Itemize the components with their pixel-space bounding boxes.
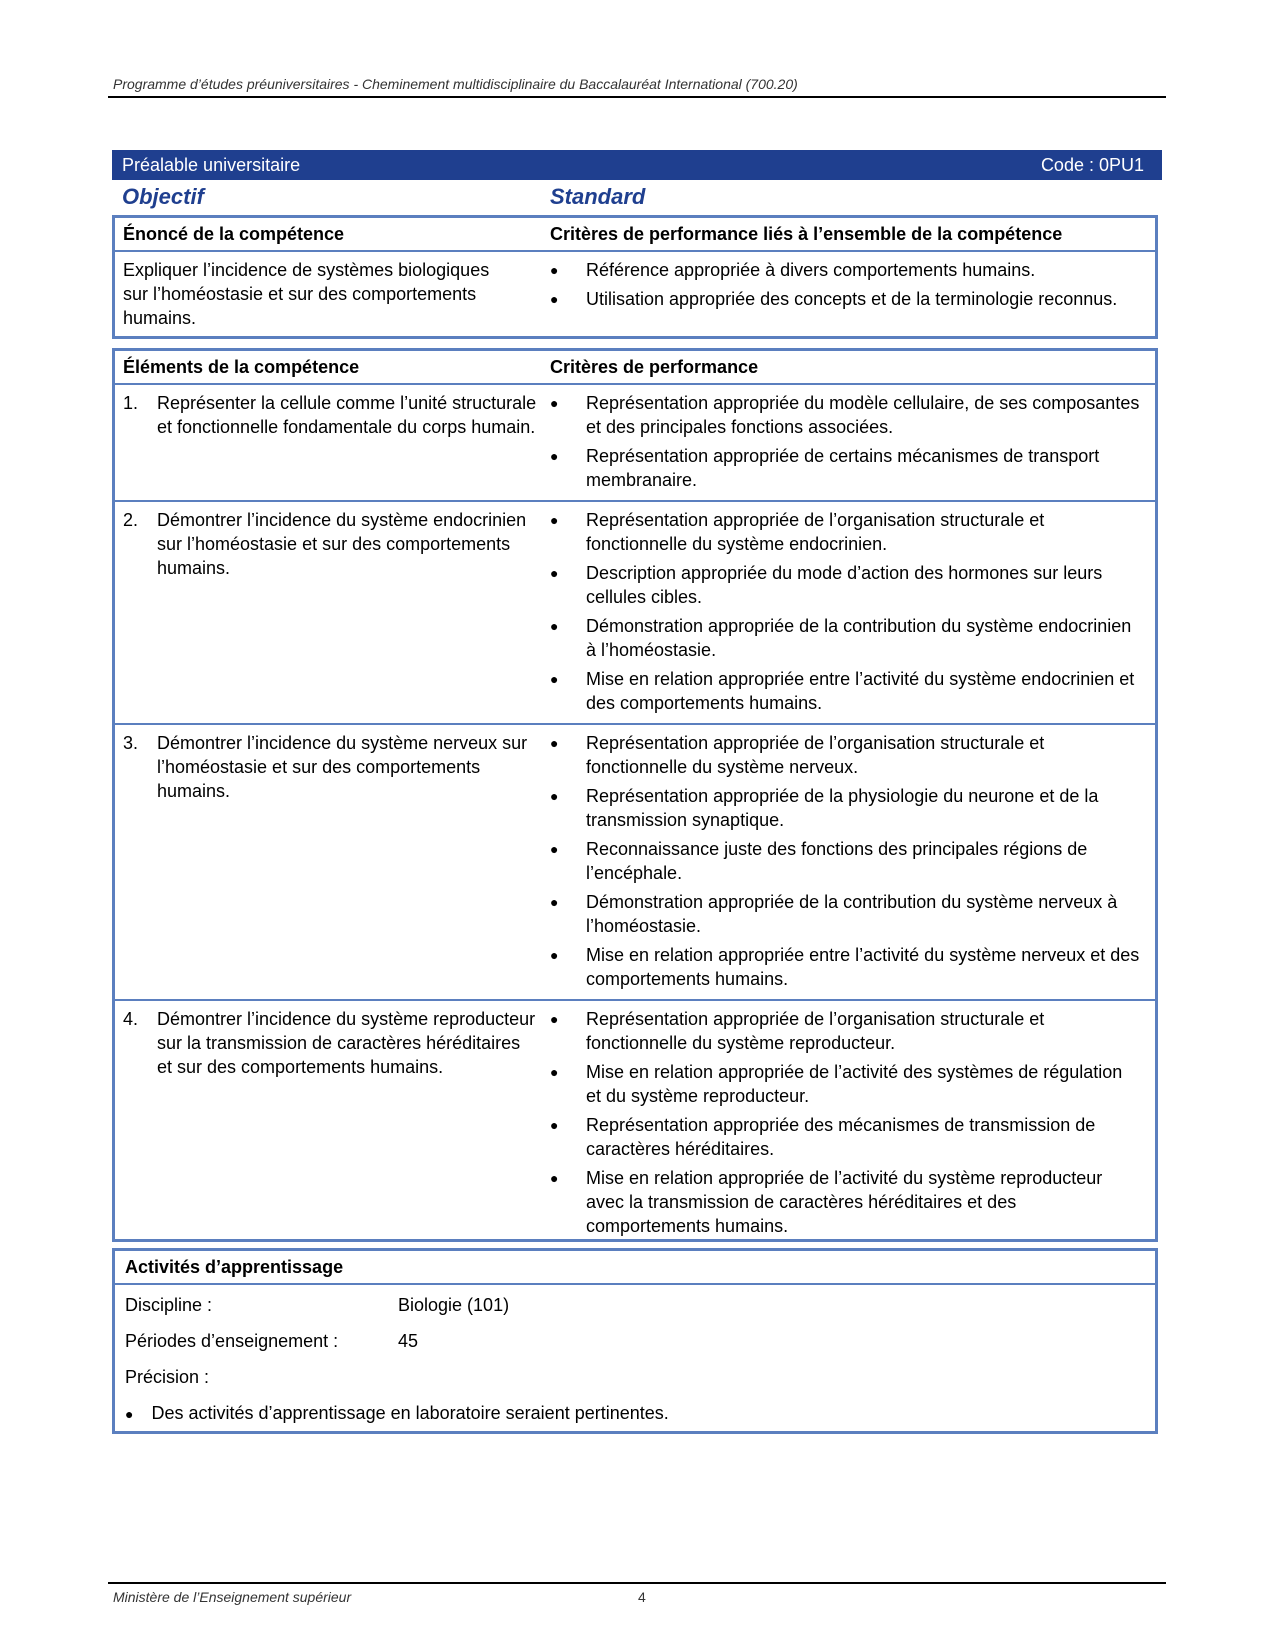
objective-label: Objectif: [122, 184, 204, 209]
criterion-item: ● Mise en relation appropriée entre l’activité du système nerveux et des comportements humains.: [550, 945, 1140, 989]
competence-left-heading: Énoncé de la compétence: [123, 224, 345, 244]
bullet-icon: ●: [550, 788, 559, 804]
criterion-item: ● Démonstration appropriée de la contribution du système nerveux à l’homéostasie.: [550, 892, 1118, 936]
element-row-3: [115, 725, 1155, 1001]
bullet-icon: ●: [550, 671, 559, 687]
criterion-item: ● Description appropriée du mode d’action des hormones sur leurs cellules cibles.: [550, 563, 1103, 607]
criterion-item: ● Représentation appropriée de certains mécanismes de transport membranaire.: [550, 446, 1100, 490]
bullet-icon: ●: [550, 841, 559, 857]
discipline-value: Biologie (101): [398, 1295, 510, 1315]
criterion-item: ● Référence appropriée à divers comportements humains.: [550, 260, 1036, 280]
elements-right-heading: Critères de performance: [550, 357, 759, 377]
elements-box: [112, 348, 1158, 1242]
bullet-icon: ●: [550, 512, 559, 528]
element-row-4: [115, 1001, 1155, 1246]
precision-label: Précision :: [125, 1367, 210, 1387]
element-text: Démontrer l’incidence du système nerveux sur l’homéostasie et sur des comportements humains.: [157, 733, 528, 801]
criterion-item: ● Représentation appropriée de l’organisation structurale et fonctionnelle du système reproducteur.: [550, 1009, 1045, 1053]
bullet-icon: ●: [550, 291, 559, 307]
element-criteria: [550, 731, 1140, 996]
elements-header: [115, 351, 1155, 385]
bullet-icon: ●: [550, 262, 559, 278]
element-text: Démontrer l’incidence du système endocrinien sur l’homéostasie et sur des comportements humains.: [157, 510, 527, 578]
title-bar: [112, 150, 1162, 180]
criterion-item: ● Mise en relation appropriée entre l’activité du système endocrinien et des comportements humains.: [550, 669, 1135, 713]
competence-right-heading: Critères de performance liés à l’ensemble de la compétence: [550, 224, 1063, 244]
element-row-2: [115, 502, 1155, 725]
bullet-icon: ●: [550, 894, 559, 910]
course-code: Code : 0PU1: [1040, 155, 1144, 175]
criterion-item: ● Représentation appropriée de la physiologie du neurone et de la transmission synaptique.: [550, 786, 1099, 830]
competence-row: [115, 252, 1155, 338]
periods-value: 45: [398, 1331, 419, 1351]
element-number: 2.: [123, 510, 139, 530]
bullet-icon: ●: [550, 395, 559, 411]
element-number: 1.: [123, 393, 139, 413]
element-number: 3.: [123, 733, 139, 753]
header-rule: [108, 96, 1166, 98]
competence-criteria: [550, 258, 1140, 316]
criterion-item: ● Mise en relation appropriée de l’activité du système reproducteur avec la transmission de caractères héréditaires et des comportements humains.: [550, 1168, 1103, 1236]
running-footer: [113, 1589, 646, 1605]
element-row-1: [115, 385, 1155, 502]
competence-box: [112, 215, 1158, 339]
competence-header: [115, 218, 1155, 252]
criterion-item: ● Représentation appropriée des mécanismes de transmission de caractères héréditaires.: [550, 1115, 1096, 1159]
precision-item: ● Des activités d’apprentissage en laboratoire seraient pertinentes.: [125, 1403, 669, 1423]
criterion-item: ● Représentation appropriée de l’organisation structurale et fonctionnelle du système nerveux.: [550, 733, 1045, 777]
bullet-icon: ●: [550, 1170, 559, 1186]
bullet-icon: ●: [550, 618, 559, 634]
element-text: Démontrer l’incidence du système reproducteur sur la transmission de caractères héréditaires et sur des comportements humains.: [157, 1009, 536, 1077]
bullet-icon: ●: [550, 448, 559, 464]
periods-label: Périodes d’enseignement :: [125, 1331, 339, 1351]
footer-rule: [108, 1582, 1166, 1584]
objective-standard-labels: [112, 184, 1162, 214]
page-number: 4: [638, 1589, 646, 1605]
criterion-item: ● Mise en relation appropriée de l’activité des systèmes de régulation et du système reproducteur.: [550, 1062, 1123, 1106]
bullet-icon: ●: [550, 565, 559, 581]
competence-statement: Expliquer l’incidence de systèmes biologiques sur l’homéostasie et sur des comportements humains.: [123, 260, 490, 328]
element-criteria: [550, 1007, 1140, 1243]
activities-header: [115, 1251, 1155, 1285]
activities-heading: Activités d’apprentissage: [125, 1257, 344, 1277]
element-criteria: [550, 508, 1140, 720]
element-number: 4.: [123, 1009, 139, 1029]
discipline-label: Discipline :: [125, 1295, 213, 1315]
criterion-item: ● Démonstration appropriée de la contribution du système endocrinien à l’homéostasie.: [550, 616, 1132, 660]
criterion-item: ● Représentation appropriée de l’organisation structurale et fonctionnelle du système endocrinien.: [550, 510, 1045, 554]
bullet-icon: ●: [550, 1117, 559, 1133]
running-header: Programme d’études préuniversitaires - Cheminement multidisciplinaire du Baccalauréat International (700.20): [113, 76, 798, 92]
bullet-icon: ●: [550, 1064, 559, 1080]
elements-left-heading: Éléments de la compétence: [123, 357, 360, 377]
criterion-item: ● Représentation appropriée du modèle cellulaire, de ses composantes et des principales fonctions associées.: [550, 393, 1140, 437]
bullet-icon: ●: [125, 1406, 134, 1422]
prerequisite-label: Préalable universitaire: [122, 155, 301, 175]
bullet-icon: ●: [550, 1011, 559, 1027]
bullet-icon: ●: [550, 947, 559, 963]
ministry-name: Ministère de l’Enseignement supérieur: [113, 1589, 352, 1605]
criterion-item: ● Utilisation appropriée des concepts et de la terminologie reconnus.: [550, 289, 1118, 309]
criterion-item: ● Reconnaissance juste des fonctions des principales régions de l’encéphale.: [550, 839, 1088, 883]
element-text: Représenter la cellule comme l’unité structurale et fonctionnelle fondamentale du corps humain.: [157, 393, 537, 437]
bullet-icon: ●: [550, 735, 559, 751]
element-criteria: [550, 391, 1140, 497]
standard-label: Standard: [550, 184, 646, 209]
activities-box: [112, 1248, 1158, 1434]
